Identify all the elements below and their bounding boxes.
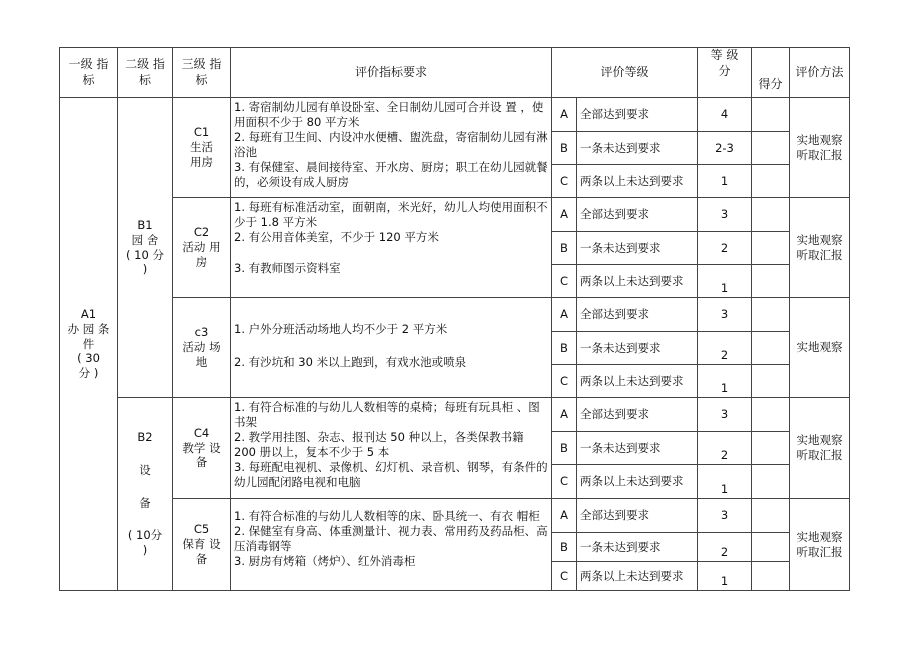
table-row xyxy=(60,198,850,232)
c2-score-a: 3 xyxy=(698,198,752,232)
c4-got-a xyxy=(752,398,790,432)
grade-text-b: 一条未达到要求 xyxy=(577,533,698,562)
header-grade-score: 等 级 分 xyxy=(698,48,752,98)
grade-text-b: 一条未达到要求 xyxy=(577,332,698,365)
header-row xyxy=(60,48,850,98)
c4-score-c: 1 xyxy=(698,465,752,499)
grade-letter-a: A xyxy=(552,499,577,533)
c2-got-a xyxy=(752,198,790,232)
c1-got-c xyxy=(752,165,790,198)
header-level2: 二级 指 标 xyxy=(118,48,173,98)
b2-cell: B2 设 备 ( 10分 ) xyxy=(118,398,173,591)
c1-got-a xyxy=(752,98,790,132)
c1-method: 实地观察 听取汇报 xyxy=(790,98,850,198)
b1-cell: B1 园 舍 ( 10 分 ) xyxy=(118,98,173,398)
header-method: 评价方法 xyxy=(790,48,850,98)
grade-text-c: 两条以上未达到要求 xyxy=(577,562,698,591)
grade-letter-b: B xyxy=(552,432,577,465)
c4-requirements: 1. 有符合标准的与幼儿人数相等的桌椅；每班有玩具柜 、图书架 2. 教学用挂图、杂志、报刊达 50 种以上，各类保教书籍 200 册以上，复本不少于 5 本 3. 每班配电视机、录像机、幻灯机、录音机、钢琴，有条件的幼儿园配闭路电视和电脑 xyxy=(231,398,552,499)
c3-got-c xyxy=(752,365,790,398)
evaluation-table xyxy=(59,47,850,591)
c2-name: C2 活动 用 房 xyxy=(173,198,231,298)
header-requirements: 评价指标要求 xyxy=(231,48,552,98)
c3-score-a: 3 xyxy=(698,298,752,332)
table-row xyxy=(60,98,850,132)
table-row xyxy=(60,298,850,332)
grade-text-b: 一条未达到要求 xyxy=(577,432,698,465)
grade-letter-b: B xyxy=(552,132,577,165)
c5-got-a xyxy=(752,499,790,533)
grade-text-c: 两条以上未达到要求 xyxy=(577,265,698,298)
c3-got-a xyxy=(752,298,790,332)
c5-score-a: 3 xyxy=(698,499,752,533)
header-score: 得分 xyxy=(752,48,790,98)
table-row xyxy=(60,398,850,432)
c3-name: c3 活动 场 地 xyxy=(173,298,231,398)
c3-score-b: 2 xyxy=(698,332,752,365)
c1-score-a: 4 xyxy=(698,98,752,132)
grade-text-a: 全部达到要求 xyxy=(577,98,698,132)
c2-score-b: 2 xyxy=(698,232,752,265)
c1-score-b: 2-3 xyxy=(698,132,752,165)
grade-text-a: 全部达到要求 xyxy=(577,198,698,232)
c2-got-b xyxy=(752,232,790,265)
grade-letter-c: C xyxy=(552,165,577,198)
header-grade: 评价等级 xyxy=(552,48,698,98)
c3-method: 实地观察 xyxy=(790,298,850,398)
c5-got-b xyxy=(752,533,790,562)
grade-letter-a: A xyxy=(552,298,577,332)
c1-requirements: 1. 寄宿制幼儿园有单设卧室、全日制幼儿园可合并设 置 ，使用面积不少于 80 平方米 2. 每班有卫生间、内设冲水便槽、盥洗盘，寄宿制幼儿园有淋浴池 3. 有保健室、晨间接待室、开水房、厨房；职工在幼儿园就餐的，必须设有成人厨房 xyxy=(231,98,552,198)
grade-text-b: 一条未达到要求 xyxy=(577,232,698,265)
grade-letter-c: C xyxy=(552,465,577,499)
grade-text-c: 两条以上未达到要求 xyxy=(577,365,698,398)
c1-got-b xyxy=(752,132,790,165)
c2-requirements: 1. 每班有标准活动室，面朝南，米光好，幼儿人均使用面积不少于 1.8 平方米 2. 有公用音体美室，不少于 120 平方米 3. 有教师图示资料室 xyxy=(231,198,552,298)
c4-score-b: 2 xyxy=(698,432,752,465)
c3-requirements: 1. 户外分班活动场地人均不少于 2 平方米 2. 有沙坑和 30 米以上跑到，有戏水池或喷泉 xyxy=(231,298,552,398)
grade-letter-b: B xyxy=(552,332,577,365)
c5-requirements: 1. 有符合标准的与幼儿人数相等的床、卧具统一、有衣 帽柜 2. 保健室有身高、体重测量计、视力表、常用药及药品柜、高压消毒钢等 3. 厨房有烤箱（烤炉）、红外消毒柜 xyxy=(231,499,552,591)
c3-got-b xyxy=(752,332,790,365)
a1-cell: A1 办 园 条 件 ( 30 分 ) xyxy=(60,98,118,591)
c5-score-b: 2 xyxy=(698,533,752,562)
grade-letter-a: A xyxy=(552,98,577,132)
grade-letter-c: C xyxy=(552,365,577,398)
c4-score-a: 3 xyxy=(698,398,752,432)
header-level1: 一级 指 标 xyxy=(60,48,118,98)
c2-method: 实地观察 听取汇报 xyxy=(790,198,850,298)
c5-got-c xyxy=(752,562,790,591)
grade-text-a: 全部达到要求 xyxy=(577,398,698,432)
grade-letter-a: A xyxy=(552,198,577,232)
c4-got-b xyxy=(752,432,790,465)
c5-name: C5 保育 设 备 xyxy=(173,499,231,591)
grade-text-c: 两条以上未达到要求 xyxy=(577,165,698,198)
grade-letter-a: A xyxy=(552,398,577,432)
grade-text-a: 全部达到要求 xyxy=(577,298,698,332)
grade-text-b: 一条未达到要求 xyxy=(577,132,698,165)
grade-text-c: 两条以上未达到要求 xyxy=(577,465,698,499)
c2-score-c: 1 xyxy=(698,265,752,298)
c4-got-c xyxy=(752,465,790,499)
grade-letter-c: C xyxy=(552,265,577,298)
c1-score-c: 1 xyxy=(698,165,752,198)
grade-text-a: 全部达到要求 xyxy=(577,499,698,533)
c3-score-c: 1 xyxy=(698,365,752,398)
grade-letter-b: B xyxy=(552,533,577,562)
c5-method: 实地观察 听取汇报 xyxy=(790,499,850,591)
c4-name: C4 教学 设 备 xyxy=(173,398,231,499)
c5-score-c: 1 xyxy=(698,562,752,591)
c1-name: C1 生活 用房 xyxy=(173,98,231,198)
table-row xyxy=(60,499,850,533)
grade-letter-c: C xyxy=(552,562,577,591)
grade-letter-b: B xyxy=(552,232,577,265)
c2-got-c xyxy=(752,265,790,298)
header-level3: 三级 指 标 xyxy=(173,48,231,98)
c4-method: 实地观察 听取汇报 xyxy=(790,398,850,499)
